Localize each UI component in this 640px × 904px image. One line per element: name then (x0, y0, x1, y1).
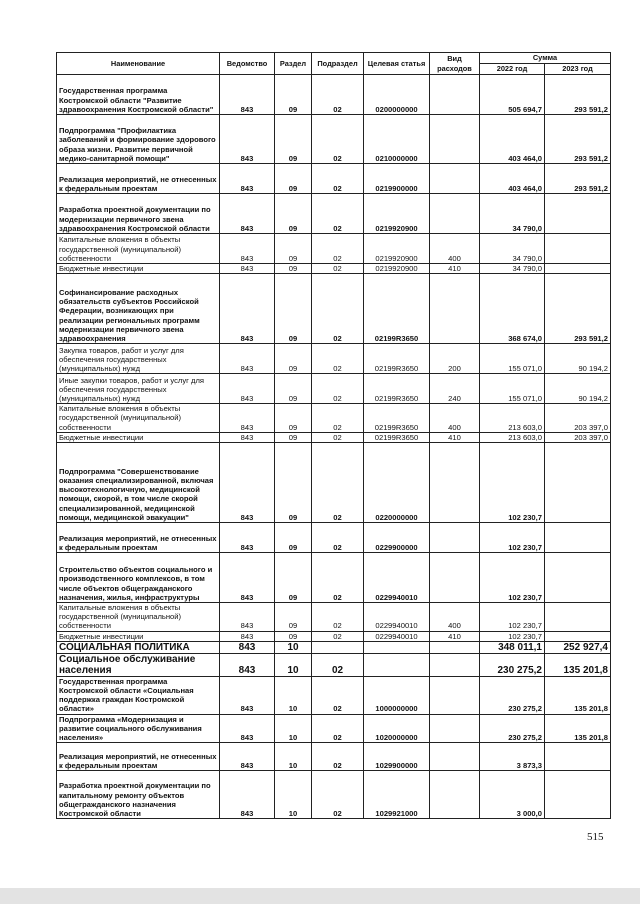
row-subsection: 02 (312, 274, 364, 344)
row-kind (430, 743, 480, 771)
row-name: Софинансирование расходных обязательств субъектов Российской Федерации, возникающих при реализации региональных программ модернизации первичного звена здравоохранения (57, 274, 220, 344)
row-kind: 410 (430, 432, 480, 442)
row-name: СОЦИАЛЬНАЯ ПОЛИТИКА (57, 641, 220, 653)
row-2022: 230 275,2 (480, 653, 545, 676)
row-target: 02199R3650 (364, 404, 430, 433)
row-section: 10 (275, 743, 312, 771)
row-subsection: 02 (312, 344, 364, 374)
table-row (57, 553, 611, 603)
row-dept: 843 (220, 641, 275, 653)
row-subsection: 02 (312, 164, 364, 194)
row-subsection: 02 (312, 374, 364, 404)
row-kind (430, 274, 480, 344)
table-row (57, 676, 611, 714)
row-name: Подпрограмма "Совершенствование оказания специализированной, включая высокотехнологичную, медицинской помощи, скорой, в том числе скорой специализированной, медицинской помощи, медицинской эвакуации" (57, 443, 220, 523)
row-2022: 34 790,0 (480, 194, 545, 234)
row-section: 10 (275, 714, 312, 743)
row-dept: 843 (220, 603, 275, 632)
row-subsection: 02 (312, 523, 364, 553)
table-row (57, 274, 611, 344)
row-dept: 843 (220, 432, 275, 442)
row-dept: 843 (220, 115, 275, 164)
row-dept: 843 (220, 274, 275, 344)
row-kind (430, 553, 480, 603)
row-target: 02199R3650 (364, 432, 430, 442)
row-section: 09 (275, 194, 312, 234)
row-dept: 843 (220, 264, 275, 274)
table-row (57, 603, 611, 632)
row-section: 09 (275, 274, 312, 344)
row-kind (430, 641, 480, 653)
row-dept: 843 (220, 676, 275, 714)
row-kind (430, 115, 480, 164)
row-name: Социальное обслуживание населения (57, 653, 220, 676)
table-row (57, 443, 611, 523)
row-2022: 213 603,0 (480, 404, 545, 433)
row-2023: 135 201,8 (545, 653, 611, 676)
row-name: Строительство объектов социального и производственного комплексов, в том числе объектов общегражданского назначения, жилья, инфраструктуры (57, 553, 220, 603)
row-section: 09 (275, 264, 312, 274)
row-name: Капитальные вложения в объекты государственной (муниципальной) собственности (57, 234, 220, 264)
row-name: Подпрограмма «Модернизация и развитие социального обслуживания населения» (57, 714, 220, 743)
row-target: 1029921000 (364, 771, 430, 819)
row-2022: 102 230,7 (480, 603, 545, 632)
row-2022: 102 230,7 (480, 443, 545, 523)
row-subsection: 02 (312, 432, 364, 442)
row-target: 02199R3650 (364, 274, 430, 344)
row-name: Подпрограмма "Профилактика заболеваний и формирование здорового образа жизни. Развитие первичной медико-санитарной помощи" (57, 115, 220, 164)
row-dept: 843 (220, 553, 275, 603)
row-name: Реализация мероприятий, не отнесенных к федеральным проектам (57, 164, 220, 194)
row-section: 10 (275, 641, 312, 653)
row-name: Капитальные вложения в объекты государственной (муниципальной) собственности (57, 603, 220, 632)
row-kind (430, 771, 480, 819)
row-dept: 843 (220, 443, 275, 523)
row-dept: 843 (220, 743, 275, 771)
row-2022: 505 694,7 (480, 75, 545, 115)
row-subsection: 02 (312, 603, 364, 632)
row-name: Закупка товаров, работ и услуг для обеспечения государственных (муниципальных) нужд (57, 344, 220, 374)
row-section: 09 (275, 523, 312, 553)
row-section: 09 (275, 432, 312, 442)
row-2023 (545, 553, 611, 603)
row-2023 (545, 443, 611, 523)
row-name: Иные закупки товаров, работ и услуг для обеспечения государственных (муниципальных) нужд (57, 374, 220, 404)
row-kind: 240 (430, 374, 480, 404)
row-section: 09 (275, 164, 312, 194)
row-target (364, 653, 430, 676)
table-row (57, 374, 611, 404)
row-name: Капитальные вложения в объекты государственной (муниципальной) собственности (57, 404, 220, 433)
table-row (57, 641, 611, 653)
table-row (57, 653, 611, 676)
row-2023 (545, 523, 611, 553)
row-subsection: 02 (312, 234, 364, 264)
row-subsection: 02 (312, 653, 364, 676)
row-2022: 348 011,1 (480, 641, 545, 653)
row-section: 10 (275, 676, 312, 714)
table-row (57, 115, 611, 164)
row-2022: 230 275,2 (480, 676, 545, 714)
table-row (57, 404, 611, 433)
row-target: 1029900000 (364, 743, 430, 771)
row-target: 0219920900 (364, 264, 430, 274)
header-kind: Вид расходов (430, 53, 480, 75)
header-name: Наименование (57, 53, 220, 75)
table-row (57, 344, 611, 374)
row-target: 0219920900 (364, 194, 430, 234)
row-2023: 135 201,8 (545, 714, 611, 743)
row-2023 (545, 194, 611, 234)
row-2023: 293 591,2 (545, 75, 611, 115)
row-kind (430, 194, 480, 234)
row-2022: 102 230,7 (480, 523, 545, 553)
row-dept: 843 (220, 194, 275, 234)
table-row (57, 631, 611, 641)
row-2023: 203 397,0 (545, 404, 611, 433)
row-dept: 843 (220, 374, 275, 404)
row-subsection: 02 (312, 75, 364, 115)
table-row (57, 523, 611, 553)
row-kind (430, 164, 480, 194)
row-target: 0200000000 (364, 75, 430, 115)
row-section: 09 (275, 234, 312, 264)
row-2023: 90 194,2 (545, 374, 611, 404)
header-2022: 2022 год (480, 64, 545, 75)
row-2022: 3 873,3 (480, 743, 545, 771)
row-section: 09 (275, 115, 312, 164)
row-kind: 200 (430, 344, 480, 374)
row-2022: 230 275,2 (480, 714, 545, 743)
row-section: 09 (275, 603, 312, 632)
row-kind (430, 75, 480, 115)
row-subsection: 02 (312, 115, 364, 164)
row-dept: 843 (220, 631, 275, 641)
row-dept: 843 (220, 234, 275, 264)
budget-table (56, 52, 611, 819)
row-2023 (545, 631, 611, 641)
table-row (57, 771, 611, 819)
row-target: 0229940010 (364, 631, 430, 641)
row-subsection (312, 641, 364, 653)
row-subsection: 02 (312, 771, 364, 819)
row-dept: 843 (220, 523, 275, 553)
row-name: Бюджетные инвестиции (57, 264, 220, 274)
row-2022: 368 674,0 (480, 274, 545, 344)
row-subsection: 02 (312, 194, 364, 234)
row-section: 09 (275, 75, 312, 115)
row-2023 (545, 743, 611, 771)
row-2023: 293 591,2 (545, 164, 611, 194)
row-name: Разработка проектной документации по капитальному ремонту объектов общегражданского назначения Костромской области (57, 771, 220, 819)
row-name: Бюджетные инвестиции (57, 432, 220, 442)
row-2023 (545, 771, 611, 819)
row-dept: 843 (220, 714, 275, 743)
row-2022: 403 464,0 (480, 164, 545, 194)
row-section: 09 (275, 404, 312, 433)
row-subsection: 02 (312, 443, 364, 523)
row-section: 09 (275, 344, 312, 374)
row-name: Реализация мероприятий, не отнесенных к федеральным проектам (57, 743, 220, 771)
row-target: 02199R3650 (364, 374, 430, 404)
row-target: 02199R3650 (364, 344, 430, 374)
row-target: 0229940010 (364, 553, 430, 603)
row-target: 0210000000 (364, 115, 430, 164)
row-subsection: 02 (312, 714, 364, 743)
row-kind (430, 523, 480, 553)
header-2023: 2023 год (545, 64, 611, 75)
row-2022: 34 790,0 (480, 264, 545, 274)
row-name: Государственная программа Костромской области «Социальная поддержка граждан Костромской области» (57, 676, 220, 714)
row-subsection: 02 (312, 404, 364, 433)
row-2022: 34 790,0 (480, 234, 545, 264)
table-row (57, 194, 611, 234)
row-subsection: 02 (312, 676, 364, 714)
row-section: 09 (275, 443, 312, 523)
row-2022: 102 230,7 (480, 631, 545, 641)
row-target: 0219920900 (364, 234, 430, 264)
row-target: 0229940010 (364, 603, 430, 632)
table-row (57, 75, 611, 115)
row-name: Реализация мероприятий, не отнесенных к федеральным проектам (57, 523, 220, 553)
row-2023: 252 927,4 (545, 641, 611, 653)
row-dept: 843 (220, 771, 275, 819)
header-section: Раздел (275, 53, 312, 75)
row-kind (430, 676, 480, 714)
row-dept: 843 (220, 164, 275, 194)
row-dept: 843 (220, 653, 275, 676)
row-subsection: 02 (312, 743, 364, 771)
table-row (57, 432, 611, 442)
row-2023: 90 194,2 (545, 344, 611, 374)
row-target: 0220000000 (364, 443, 430, 523)
row-2022: 3 000,0 (480, 771, 545, 819)
row-2023: 135 201,8 (545, 676, 611, 714)
row-kind (430, 714, 480, 743)
row-kind: 400 (430, 603, 480, 632)
row-kind: 400 (430, 234, 480, 264)
row-2023: 293 591,2 (545, 115, 611, 164)
row-kind (430, 443, 480, 523)
row-dept: 843 (220, 404, 275, 433)
row-subsection: 02 (312, 553, 364, 603)
row-name: Разработка проектной документации по модернизации первичного звена здравоохранения Костромской области (57, 194, 220, 234)
row-2023 (545, 234, 611, 264)
row-2023: 293 591,2 (545, 274, 611, 344)
row-target: 1000000000 (364, 676, 430, 714)
table-row (57, 164, 611, 194)
header-subsection: Подраздел (312, 53, 364, 75)
bottom-band (0, 888, 640, 904)
row-kind: 410 (430, 631, 480, 641)
row-2023 (545, 603, 611, 632)
row-subsection: 02 (312, 631, 364, 641)
row-kind: 410 (430, 264, 480, 274)
row-2023: 203 397,0 (545, 432, 611, 442)
row-section: 10 (275, 653, 312, 676)
row-2022: 155 071,0 (480, 374, 545, 404)
table-row (57, 714, 611, 743)
page-number: 515 (587, 831, 604, 843)
row-name: Бюджетные инвестиции (57, 631, 220, 641)
row-subsection: 02 (312, 264, 364, 274)
row-kind: 400 (430, 404, 480, 433)
row-2023 (545, 264, 611, 274)
row-section: 09 (275, 374, 312, 404)
row-target: 0219900000 (364, 164, 430, 194)
row-2022: 155 071,0 (480, 344, 545, 374)
row-kind (430, 653, 480, 676)
table-row (57, 234, 611, 264)
row-2022: 102 230,7 (480, 553, 545, 603)
row-section: 09 (275, 553, 312, 603)
row-dept: 843 (220, 344, 275, 374)
row-target: 0229900000 (364, 523, 430, 553)
header-dept: Ведомство (220, 53, 275, 75)
row-2022: 213 603,0 (480, 432, 545, 442)
row-2022: 403 464,0 (480, 115, 545, 164)
header-target: Целевая статья (364, 53, 430, 75)
row-section: 10 (275, 771, 312, 819)
row-section: 09 (275, 631, 312, 641)
row-target: 1020000000 (364, 714, 430, 743)
row-name: Государственная программа Костромской области "Развитие здравоохранения Костромской области" (57, 75, 220, 115)
row-dept: 843 (220, 75, 275, 115)
header-sum: Сумма (480, 53, 611, 64)
table-row (57, 264, 611, 274)
row-target (364, 641, 430, 653)
table-row (57, 743, 611, 771)
